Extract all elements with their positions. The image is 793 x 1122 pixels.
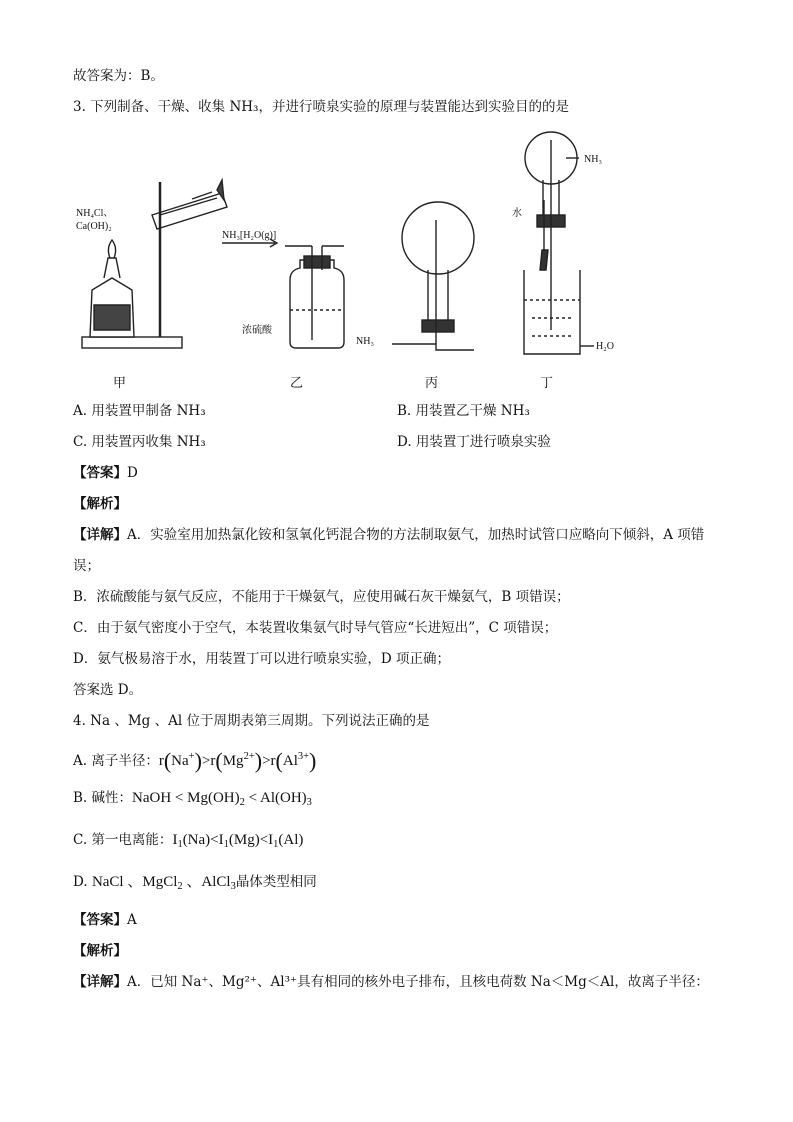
apparatus-jia: [82, 180, 227, 348]
q3-detail-tag: 【详解】: [73, 527, 127, 543]
q3-option-b: B. 用装置乙干燥 NH₃: [397, 403, 530, 419]
caption-yi: 乙: [290, 376, 304, 391]
q3-option-a: A. 用装置甲制备 NH₃: [73, 403, 206, 419]
q4-option-b-formula: NaOH < $Mg(OH)_2 < Al(OH)_3$: [132, 790, 312, 808]
q4-analysis-tag: 【解析】: [73, 943, 127, 959]
q4-option-a-label: A. 离子半径：: [73, 753, 159, 769]
q4-option-a: [73, 748, 317, 773]
q4-stem: 4. Na 、Mg 、Al 位于周期表第三周期。下列说法正确的是: [73, 713, 430, 729]
apparatus-bing: [392, 202, 474, 350]
jia-reagent-2: Ca(OH)₂: [76, 221, 112, 232]
q3-detail-a-text: A．实验室用加热氯化铵和氢氧化钙混合物的方法制取氨气，加热时试管口应略向下倾斜，A 项错: [127, 527, 705, 543]
q3-answer-tag: 【答案】: [73, 465, 127, 481]
q3-conclusion: 答案选 D。: [73, 682, 143, 698]
intro-answer: 故答案为：B。: [73, 68, 164, 84]
q4-answer: [73, 911, 137, 929]
q4-detail-a-text: A．已知 Na⁺、Mg²⁺、Al³⁺具有相同的核外电子排布，且核电荷数 Na＜Mg＜Al，故离子半径：: [127, 974, 709, 990]
q3-detail-a-cont: 误；: [73, 558, 100, 574]
q3-option-c: C. 用装置丙收集 NH₃: [73, 434, 206, 450]
ding-gas-label: NH₃: [584, 154, 602, 165]
q4-detail-a: [73, 973, 709, 991]
q3-answer-value: D: [127, 465, 138, 481]
q4-option-c-formula: $I_1(Na)<I_1(Mg)<I_1(Al)$: [172, 832, 304, 850]
q3-answer: [73, 464, 138, 482]
q4-option-d: [73, 873, 317, 896]
yi-acid-label: 浓硫酸: [242, 325, 272, 336]
q3-detail-c: C．由于氨气密度小于空气，本装置收集氨气时导气管应“长进短出”，C 项错误；: [73, 620, 558, 636]
q3-option-d: D. 用装置丁进行喷泉实验: [397, 434, 551, 450]
q4-option-b: [73, 789, 312, 812]
caption-jia: 甲: [113, 376, 127, 391]
q3-detail-d: D．氨气极易溶于水，用装置丁可以进行喷泉实验，D 项正确；: [73, 651, 450, 667]
q3-analysis-tag: 【解析】: [73, 496, 127, 512]
jia-reagent-1: NH₄Cl、: [76, 208, 114, 219]
q4-option-c: [73, 831, 303, 854]
q3-detail-b: B．浓硫酸能与氨气反应，不能用于干燥氨气，应使用碱石灰干燥氨气，B 项错误；: [73, 589, 570, 605]
q3-detail-a: [73, 526, 704, 544]
q4-option-c-label: C. 第一电离能：: [73, 832, 173, 848]
q4-option-b-label: B. 碱性：: [73, 790, 133, 806]
q4-option-d-tail: 晶体类型相同: [235, 874, 317, 890]
q4-option-d-label: D.: [73, 874, 92, 890]
q4-detail-tag: 【详解】: [73, 974, 127, 990]
ding-h2o-label: H₂O: [596, 341, 614, 352]
apparatus-yi: [222, 239, 344, 348]
q4-option-a-formula: $r(Na^+)>r(Mg^{2+})>r(Al^{3+})$: [158, 748, 317, 773]
bing-gas-label: NH₃: [356, 336, 374, 347]
caption-bing: 丙: [425, 376, 439, 391]
q3-stem: 3. 下列制备、干燥、收集 NH₃，并进行喷泉实验的原理与装置能达到实验目的的是: [73, 99, 569, 115]
ding-water-label: 水: [512, 208, 522, 219]
yi-gas-label: NH₃[H₂O(g)]: [222, 230, 277, 241]
q4-answer-tag: 【答案】: [73, 912, 127, 928]
apparatus-figure: [72, 130, 632, 370]
q4-option-d-formula: NaCl 、MgCl$_2$ 、AlCl$_3$: [91, 874, 236, 892]
caption-ding: 丁: [540, 376, 554, 391]
apparatus-ding: [524, 132, 594, 354]
q4-answer-value: A: [127, 912, 137, 928]
